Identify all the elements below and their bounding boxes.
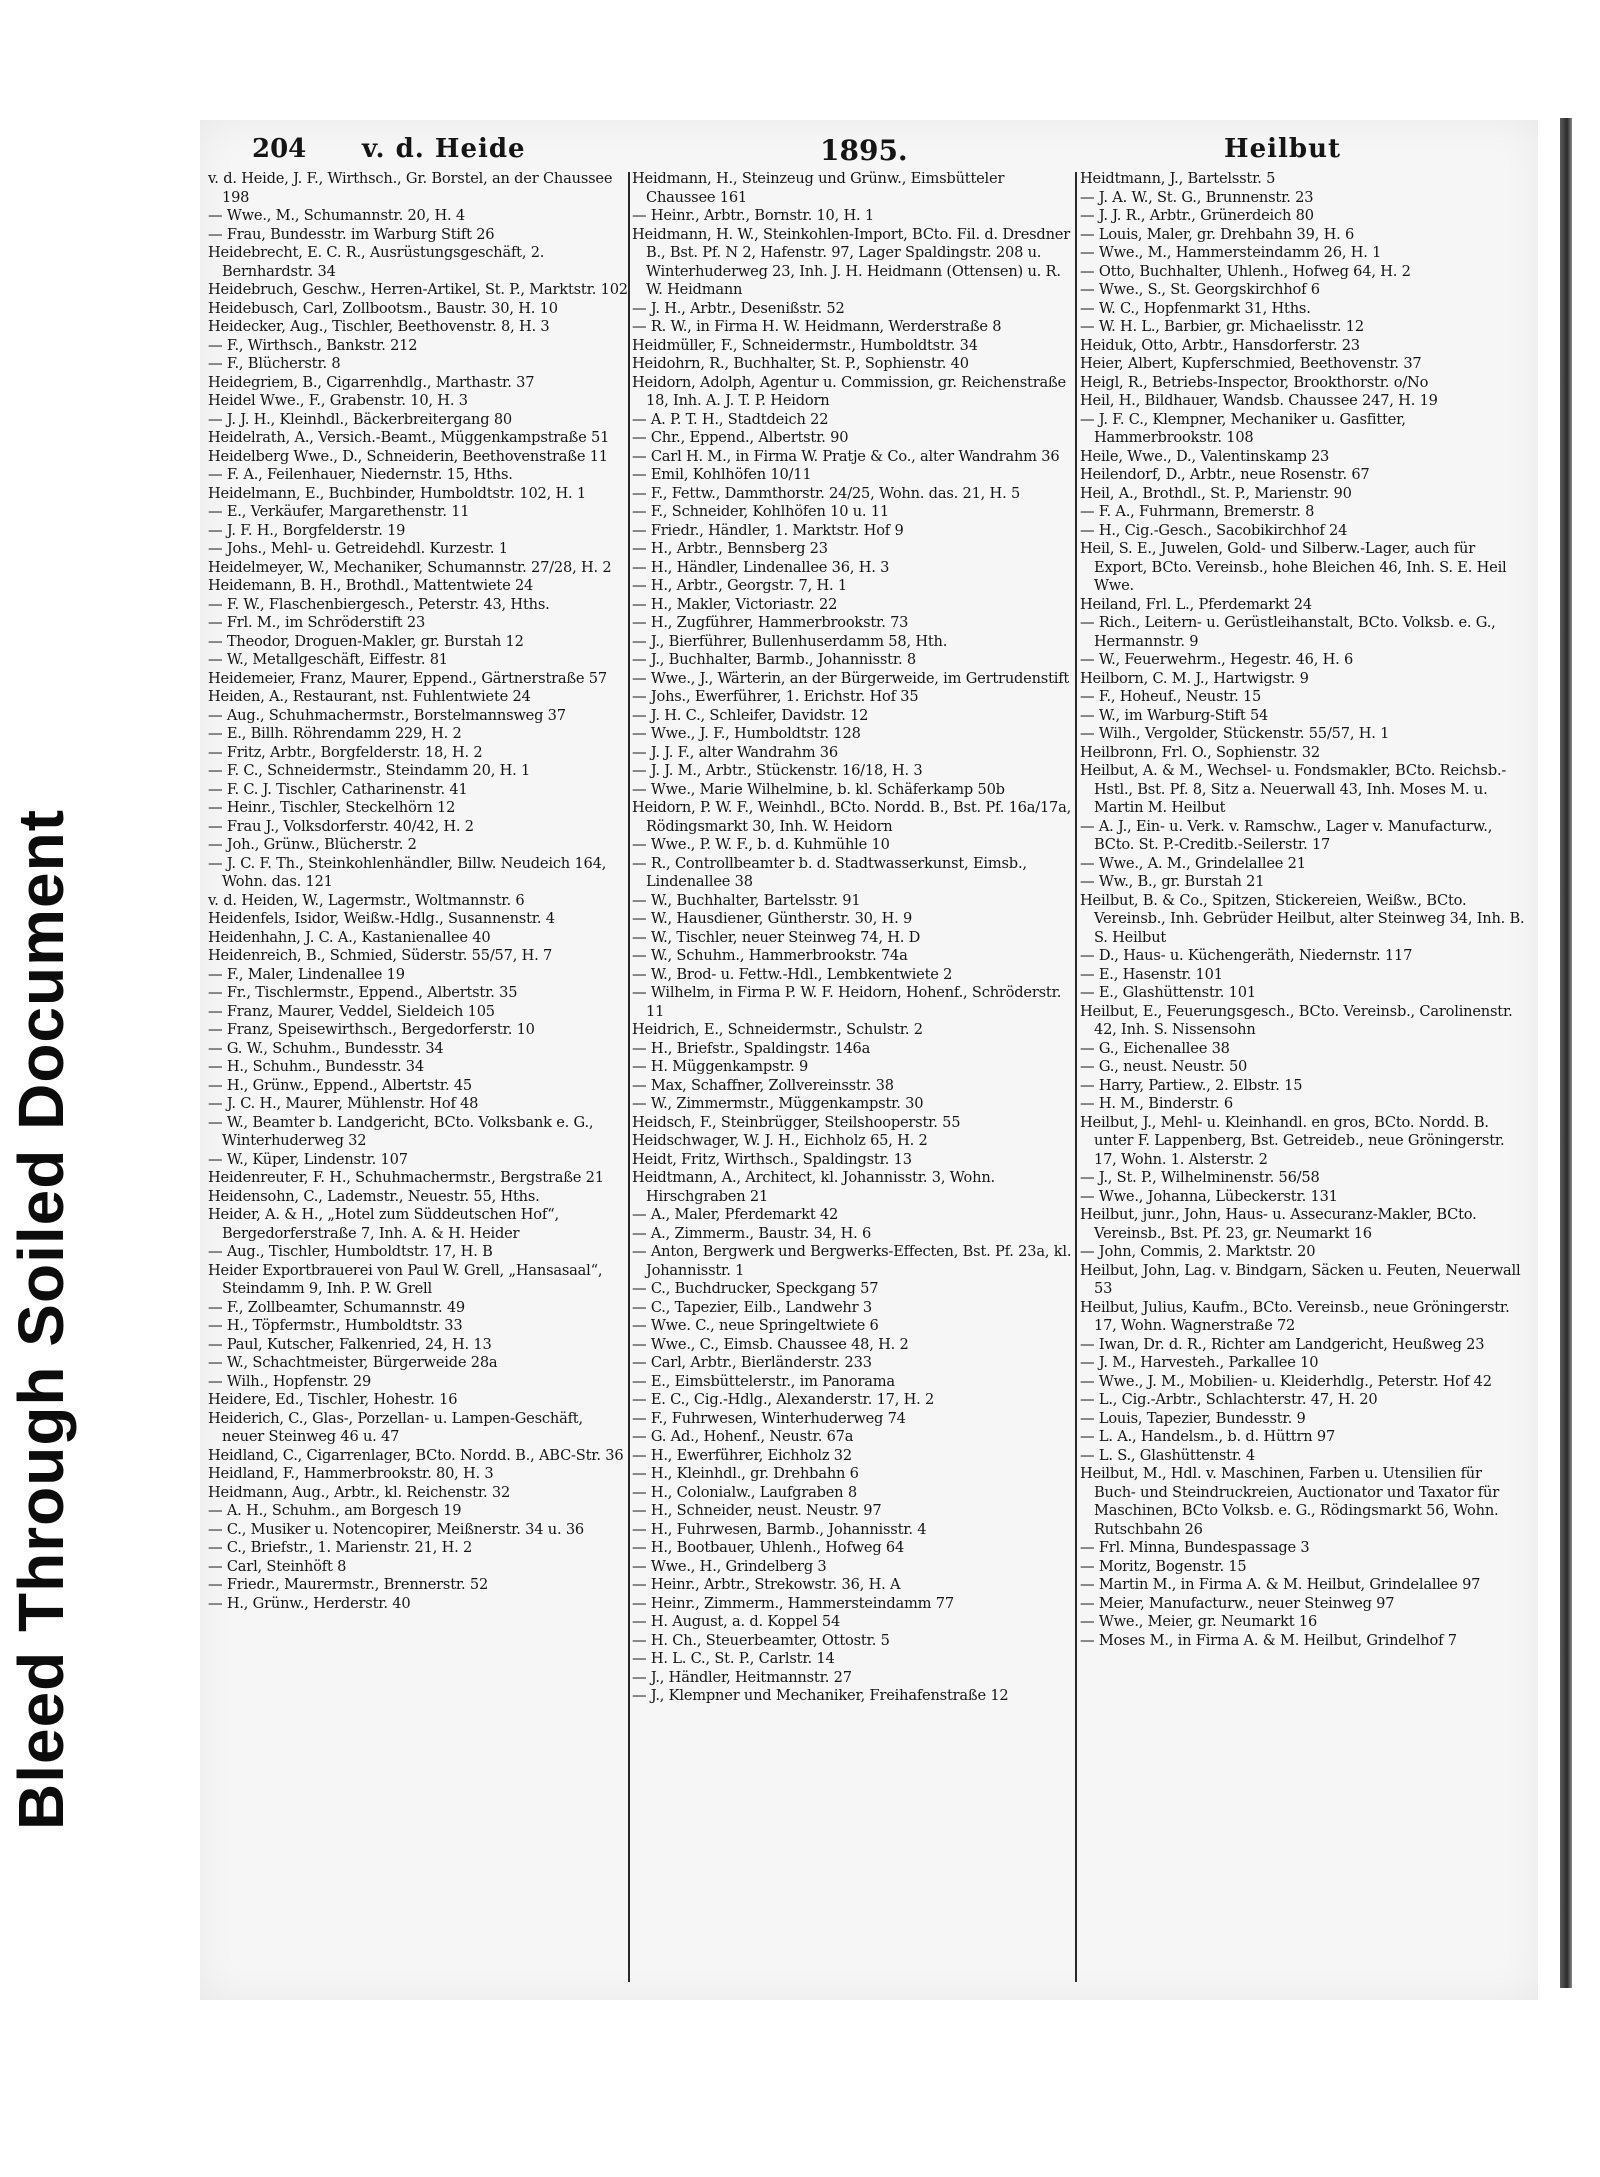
directory-entry: Heider Exportbrauerei von Paul W. Grell, „Hansasaal“, Steindamm 9, Inh. P. W. Grell (208, 1261, 603, 1297)
directory-entry: — Heinr., Zimmerm., Hammersteindamm 77 (632, 1594, 954, 1612)
directory-entry: — J. H., Arbtr., Desenißstr. 52 (632, 299, 845, 317)
directory-entry: — H., Makler, Victoriastr. 22 (632, 595, 838, 613)
directory-entry: — F., Blücherstr. 8 (208, 355, 341, 372)
directory-entry: — J. J. H., Kleinhdl., Bäckerbreitergang 80 (208, 410, 513, 428)
directory-entry: Heidland, F., Hammerbrookstr. 80, H. 3 (208, 1465, 494, 1482)
directory-entry: Heidtmann, J., Bartelsstr. 5 (1080, 170, 1276, 187)
directory-entry: — H., Schuhm., Bundesstr. 34 (208, 1058, 424, 1075)
directory-entry: — H. L. C., St. P., Carlstr. 14 (632, 1650, 835, 1667)
directory-entry: — A., Zimmerm., Baustr. 34, H. 6 (632, 1224, 872, 1242)
directory-entry: — J. J. R., Arbtr., Grünerdeich 80 (1080, 207, 1314, 224)
directory-entry: — H., Töpfermstr., Humboldtstr. 33 (208, 1317, 463, 1334)
directory-entry: — J. J. F., alter Wandrahm 36 (632, 743, 838, 761)
directory-entry: — Carl H. M., in Firma W. Pratje & Co., alter Wandrahm 36 (632, 447, 1060, 465)
directory-entry: — Wwe., J. F., Humboldtstr. 128 (632, 725, 861, 742)
directory-entry: — Wilh., Vergolder, Stückenstr. 55/57, H. 1 (1080, 725, 1390, 742)
directory-entry: Heidmann, H. W., Steinkohlen-Import, BCto. Fil. d. Dresdner B., Bst. Pf. N 2, Hafenstr. 97, Lager Spaldingstr. 208 u. Winterhuderweg 23, Inh. J. H. Heidmann (Ottensen) u. R. W. Heidmann (632, 225, 1070, 298)
directory-entry: — W., Zimmermstr., Müggenkampstr. 30 (632, 1095, 924, 1112)
directory-entry: — Iwan, Dr. d. R., Richter am Landgericht, Heußweg 23 (1080, 1335, 1485, 1353)
directory-entry: — H., Zugführer, Hammerbrookstr. 73 (632, 614, 909, 631)
directory-entry: — W., Buchhalter, Bartelsstr. 91 (632, 891, 861, 909)
directory-entry: — H., Fuhrwesen, Barmb., Johannisstr. 4 (632, 1520, 927, 1538)
directory-entry: — Aug., Tischler, Humboldtstr. 17, H. B (208, 1243, 493, 1260)
directory-entry: — L. A., Handelsm., b. d. Hüttrn 97 (1080, 1428, 1336, 1445)
directory-entry: — G. W., Schuhm., Bundesstr. 34 (208, 1039, 444, 1057)
directory-entry: — Friedr., Maurermstr., Brennerstr. 52 (208, 1576, 489, 1593)
directory-entry: — H. Müggenkampstr. 9 (632, 1058, 809, 1075)
directory-entry: Heidecker, Aug., Tischler, Beethovenstr. 8, H. 3 (208, 318, 550, 335)
directory-entry: — H., Kleinhdl., gr. Drehbahn 6 (632, 1465, 859, 1482)
directory-entry: — A., Maler, Pferdemarkt 42 (632, 1206, 839, 1223)
directory-entry: — R. W., in Firma H. W. Heidmann, Werderstraße 8 (632, 318, 1002, 335)
directory-entry: Heider, A. & H., „Hotel zum Süddeutschen Hof“, Bergedorferstraße 7, Inh. A. & H. Heider (208, 1206, 559, 1242)
directory-entry: Heidensohn, C., Lademstr., Neuestr. 55, Hths. (208, 1187, 540, 1205)
directory-entry: — E., Verkäufer, Margarethenstr. 11 (208, 503, 470, 520)
directory-entry: Heidebrecht, E. C. R., Ausrüstungsgeschäft, 2. Bernhardstr. 34 (208, 244, 545, 280)
directory-entry: — J. F. H., Borgfelderstr. 19 (208, 521, 406, 539)
directory-entry: Heidelmann, E., Buchbinder, Humboldtstr. 102, H. 1 (208, 484, 586, 502)
directory-entry: — J. C. F. Th., Steinkohlenhändler, Billw. Neudeich 164, Wohn. das. 121 (208, 854, 607, 890)
directory-entry: Heilborn, C. M. J., Hartwigstr. 9 (1080, 669, 1309, 687)
directory-entry: — C., Musiker u. Notencopirer, Meißnerstr. 34 u. 36 (208, 1520, 585, 1538)
directory-entry: — J., Buchhalter, Barmb., Johannisstr. 8 (632, 651, 916, 668)
directory-entry: — R., Controllbeamter b. d. Stadtwasserkunst, Eimsb., Lindenallee 38 (632, 854, 1027, 890)
directory-entry: Heidmann, H., Steinzeug und Grünw., Eimsbütteler Chaussee 161 (632, 170, 1005, 206)
column-divider (628, 172, 630, 1982)
directory-entry: Heidorn, P. W. F., Weinhdl., BCto. Nordd. B., Bst. Pf. 16a/17a, Rödingsmarkt 30, Inh. W. Heidorn (632, 799, 1072, 835)
next-page-edge (1560, 118, 1572, 1988)
watermark-text: Bleed Through Soiled Document (5, 808, 77, 1830)
directory-entry: Heidebusch, Carl, Zollbootsm., Baustr. 30, H. 10 (208, 299, 558, 317)
directory-entry: — A. H., Schuhm., am Borgesch 19 (208, 1502, 462, 1519)
directory-entry: Heidrich, E., Schneidermstr., Schulstr. 2 (632, 1021, 923, 1038)
directory-entry: — Anton, Bergwerk und Bergwerks-Effecten, Bst. Pf. 23a, kl. Johannisstr. 1 (632, 1243, 1072, 1279)
page-header (250, 128, 1345, 174)
directory-entry: — A. J., Ein- u. Verk. v. Ramschw., Lager v. Manufacturw., BCto. St. P.-Creditb.-Seilerstr. 17 (1080, 817, 1493, 853)
directory-entry: — Wilh., Hopfenstr. 29 (208, 1372, 372, 1390)
directory-entry: — W., Schachtmeister, Bürgerweide 28a (208, 1354, 498, 1371)
directory-entry: — Carl, Arbtr., Bierländerstr. 233 (632, 1354, 872, 1371)
directory-entry: Heil, A., Brothdl., St. P., Marienstr. 90 (1080, 484, 1352, 502)
page-number: 204 (252, 134, 307, 164)
directory-entry: — F. A., Fuhrmann, Bremerstr. 8 (1080, 503, 1315, 520)
left-running-head: v. d. Heide (362, 134, 526, 164)
directory-entry: Heiderich, C., Glas-, Porzellan- u. Lampen-Geschäft, neuer Steinweg 46 u. 47 (208, 1409, 583, 1445)
directory-entry: — F. C., Schneidermstr., Steindamm 20, H. 1 (208, 762, 531, 779)
directory-entry: Heidorn, Adolph, Agentur u. Commission, gr. Reichenstraße 18, Inh. A. J. T. P. Heidorn (632, 373, 1066, 409)
directory-entry: Heilbut, John, Lag. v. Bindgarn, Säcken u. Feuten, Neuerwall 53 (1080, 1261, 1521, 1297)
year-heading: 1895. (820, 134, 908, 167)
directory-entry: Heilbut, B. & Co., Spitzen, Stickereien, Weißw., BCto. Vereinsb., Inh. Gebrüder Heilbut, alter Steinweg 34, Inh. B. S. Heilbut (1080, 891, 1525, 946)
directory-entry: — F., Hoheuf., Neustr. 15 (1080, 688, 1262, 705)
directory-entry: — Chr., Eppend., Albertstr. 90 (632, 429, 849, 446)
directory-entry: — W., im Warburg-Stift 54 (1080, 706, 1269, 724)
directory-entry: Heilbut, A. & M., Wechsel- u. Fondsmakler, BCto. Reichsb.-Hstl., Bst. Pf. 8, Sitz a. Neuerwall 43, Inh. Moses M. u. Martin M. Heilbut (1080, 762, 1507, 816)
directory-entry: Heilbut, M., Hdl. v. Maschinen, Farben u. Utensilien für Buch- und Steindruckreien, Auctionator und Taxator für Maschinen, BCto Volksb. e. G., Rödingsmarkt 56, Wohn. Rutschbahn 26 (1080, 1465, 1499, 1538)
directory-entry: — Wwe., J. M., Mobilien- u. Kleiderhdlg., Peterstr. Hof 42 (1080, 1372, 1492, 1390)
directory-entry: — Wwe., P. W. F., b. d. Kuhmühle 10 (632, 836, 890, 853)
directory-entry: — E., Hasenstr. 101 (1080, 965, 1223, 983)
directory-entry: Heidt, Fritz, Wirthsch., Spaldingstr. 13 (632, 1150, 912, 1168)
directory-entry: — H., Colonialw., Laufgraben 8 (632, 1483, 857, 1501)
directory-entry: — W., Beamter b. Landgericht, BCto. Volksbank e. G., Winterhuderweg 32 (208, 1113, 594, 1149)
directory-entry: — G. Ad., Hohenf., Neustr. 67a (632, 1428, 854, 1445)
directory-entry: — Wwe., J., Wärterin, an der Bürgerweide, im Gertrudenstift (632, 669, 1070, 687)
directory-entry: — L., Cig.-Arbtr., Schlachterstr. 47, H. 20 (1080, 1391, 1378, 1408)
directory-entry: — E., Eimsbüttelerstr., im Panorama (632, 1372, 895, 1390)
directory-entry: — W., Metallgeschäft, Eiffestr. 81 (208, 651, 448, 668)
directory-entry: — F. A., Feilenhauer, Niedernstr. 15, Hths. (208, 466, 513, 483)
directory-entry: — J. M., Harvesteh., Parkallee 10 (1080, 1354, 1319, 1371)
directory-entry: Heidmüller, F., Schneidermstr., Humboldtstr. 34 (632, 336, 978, 354)
directory-entry: — John, Commis, 2. Marktstr. 20 (1080, 1243, 1316, 1260)
directory-entry: v. d. Heiden, W., Lagermstr., Woltmannstr. 6 (208, 891, 525, 909)
directory-entry: Heiden, A., Restaurant, nst. Fuhlentwiete 24 (208, 688, 531, 705)
directory-entry: — H., Briefstr., Spaldingstr. 146a (632, 1039, 871, 1057)
directory-entry: — F., Wirthsch., Bankstr. 212 (208, 336, 418, 354)
directory-entry: — Wwe., Marie Wilhelmine, b. kl. Schäferkamp 50b (632, 780, 1005, 798)
directory-entry: — E. C., Cig.-Hdlg., Alexanderstr. 17, H. 2 (632, 1391, 935, 1408)
directory-entry: — F. C. J. Tischler, Catharinenstr. 41 (208, 780, 468, 798)
directory-entry: — Max, Schaffner, Zollvereinsstr. 38 (632, 1076, 894, 1094)
directory-entry: — Frau, Bundesstr. im Warburg Stift 26 (208, 225, 495, 243)
directory-entry: — Otto, Buchhalter, Uhlenh., Hofweg 64, H. 2 (1080, 262, 1411, 280)
directory-entry: — Louis, Maler, gr. Drehbahn 39, H. 6 (1080, 225, 1355, 243)
directory-entry: — H. M., Binderstr. 6 (1080, 1095, 1233, 1112)
directory-entry: Heidenreich, B., Schmied, Süderstr. 55/57, H. 7 (208, 947, 553, 964)
directory-entry: Heidmann, Aug., Arbtr., kl. Reichenstr. 32 (208, 1483, 511, 1501)
directory-entry: — W., Brod- u. Fettw.-Hdl., Lembkentwiete 2 (632, 965, 953, 983)
directory-entry: Heidsch, F., Steinbrügger, Steilshooperstr. 55 (632, 1113, 961, 1131)
column-divider (1075, 172, 1077, 1982)
directory-entry: Heidtmann, A., Architect, kl. Johannisstr. 3, Wohn. Hirschgraben 21 (632, 1169, 995, 1205)
directory-entry: Heidland, C., Cigarrenlager, BCto. Nordd. B., ABC-Str. 36 (208, 1446, 624, 1464)
directory-entry: Heigl, R., Betriebs-Inspector, Brookthorstr. o/No (1080, 373, 1429, 391)
directory-entry: — F., Fettw., Dammthorstr. 24/25, Wohn. das. 21, H. 5 (632, 484, 1021, 502)
directory-entry: — H. Ch., Steuerbeamter, Ottostr. 5 (632, 1631, 890, 1649)
directory-entry: — E., Billh. Röhrendamm 229, H. 2 (208, 725, 462, 742)
directory-entry: — Harry, Partiew., 2. Elbstr. 15 (1080, 1076, 1303, 1094)
directory-entry: — J. A. W., St. G., Brunnenstr. 23 (1080, 188, 1314, 206)
directory-entry: — Fr., Tischlermstr., Eppend., Albertstr. 35 (208, 984, 518, 1001)
directory-entry: — W., Tischler, neuer Steinweg 74, H. D (632, 928, 921, 946)
directory-entry: — Heinr., Tischler, Steckelhörn 12 (208, 799, 456, 816)
directory-entry: Heilbut, E., Feuerungsgesch., BCto. Vereinsb., Carolinenstr. 42, Inh. S. Nissensohn (1080, 1002, 1513, 1038)
directory-entry: — F. W., Flaschenbiergesch., Peterstr. 43, Hths. (208, 595, 550, 613)
directory-entry: Heidemeier, Franz, Maurer, Eppend., Gärtnerstraße 57 (208, 669, 607, 687)
directory-entry: — Wwe., A. M., Grindelallee 21 (1080, 854, 1306, 872)
directory-entry: — W., Küper, Lindenstr. 107 (208, 1150, 408, 1168)
directory-entry: — J. J. M., Arbtr., Stückenstr. 16/18, H. 3 (632, 762, 923, 779)
directory-entry: — F., Schneider, Kohlhöfen 10 u. 11 (632, 503, 889, 520)
directory-entry: Heidelrath, A., Versich.-Beamt., Müggenkampstraße 51 (208, 429, 610, 446)
directory-entry: Heidelberg Wwe., D., Schneiderin, Beethovenstraße 11 (208, 447, 608, 465)
directory-entry: — Wwe., S., St. Georgskirchhof 6 (1080, 281, 1320, 298)
directory-entry: Heilbut, junr., John, Haus- u. Assecuranz-Makler, BCto. Vereinsb., Bst. Pf. 23, gr. Neumarkt 16 (1080, 1206, 1477, 1242)
directory-entry: — H., Grünw., Herderstr. 40 (208, 1594, 411, 1612)
right-running-head: Heilbut (1224, 134, 1341, 164)
directory-entry: — J. C. H., Maurer, Mühlenstr. Hof 48 (208, 1095, 479, 1112)
directory-entry: — Emil, Kohlhöfen 10/11 (632, 466, 812, 483)
directory-entry: — J. H. C., Schleifer, Davidstr. 12 (632, 706, 869, 724)
directory-entry: — D., Haus- u. Küchengeräth, Niedernstr. 117 (1080, 947, 1413, 964)
directory-entry: — W., Hausdiener, Güntherstr. 30, H. 9 (632, 910, 913, 927)
directory-entry: — Wwe. C., neue Springeltwiete 6 (632, 1317, 879, 1334)
directory-entry: Heilbut, J., Mehl- u. Kleinhandl. en gros, BCto. Nordd. B. unter F. Lappenberg, Bst. Getreideb., neue Gröningerstr. 17, Wohn. 1. Alsterstr. 2 (1080, 1113, 1505, 1168)
directory-entry: — H., Schneider, neust. Neustr. 97 (632, 1502, 882, 1519)
directory-entry: Heidel Wwe., F., Grabenstr. 10, H. 3 (208, 392, 468, 409)
directory-entry: — H. August, a. d. Koppel 54 (632, 1613, 841, 1630)
directory-entry: — G., Eichenallee 38 (1080, 1039, 1230, 1057)
directory-entry: — Wwe., C., Eimsb. Chaussee 48, H. 2 (632, 1335, 909, 1353)
directory-entry: — Wwe., Johanna, Lübeckerstr. 131 (1080, 1187, 1338, 1205)
directory-column-2 (632, 170, 1072, 1985)
directory-entry: — H., Arbtr., Georgstr. 7, H. 1 (632, 577, 847, 594)
directory-entry: — Moses M., in Firma A. & M. Heilbut, Grindelhof 7 (1080, 1631, 1457, 1649)
directory-entry: — W., Feuerwehrm., Hegestr. 46, H. 6 (1080, 651, 1354, 668)
directory-entry: — Wwe., H., Grindelberg 3 (632, 1557, 827, 1575)
directory-entry: Heidere, Ed., Tischler, Hohestr. 16 (208, 1391, 458, 1408)
directory-entry: Heilbut, Julius, Kaufm., BCto. Vereinsb., neue Gröningerstr. 17, Wohn. Wagnerstraße 72 (1080, 1298, 1510, 1334)
directory-column-1 (208, 170, 628, 1985)
directory-entry: — F., Maler, Lindenallee 19 (208, 965, 405, 983)
directory-entry: — Aug., Schuhmachermstr., Borstelmannsweg 37 (208, 706, 566, 724)
directory-entry: — Joh., Grünw., Blücherstr. 2 (208, 836, 417, 853)
directory-entry: Heier, Albert, Kupferschmied, Beethovenstr. 37 (1080, 355, 1422, 372)
directory-entry: Heilendorf, D., Arbtr., neue Rosenstr. 67 (1080, 466, 1370, 483)
directory-entry: — E., Glashüttenstr. 101 (1080, 984, 1256, 1001)
directory-entry: — Wwe., Meier, gr. Neumarkt 16 (1080, 1613, 1318, 1630)
directory-entry: — H., Bootbauer, Uhlenh., Hofweg 64 (632, 1539, 905, 1556)
directory-entry: — C., Buchdrucker, Speckgang 57 (632, 1280, 879, 1297)
directory-entry: — L. S., Glashüttenstr. 4 (1080, 1446, 1255, 1464)
directory-entry: — C., Briefstr., 1. Marienstr. 21, H. 2 (208, 1539, 473, 1556)
directory-entry: Heiduk, Otto, Arbtr., Hansdorferstr. 23 (1080, 336, 1360, 354)
directory-entry: Heidemann, B. H., Brothdl., Mattentwiete 24 (208, 577, 534, 594)
directory-entry: — F., Zollbeamter, Schumannstr. 49 (208, 1298, 466, 1316)
directory-entry: — H., Arbtr., Bennsberg 23 (632, 540, 828, 557)
directory-entry: Heidenfels, Isidor, Weißw.-Hdlg., Susannenstr. 4 (208, 910, 555, 927)
directory-entry: — F., Fuhrwesen, Winterhuderweg 74 (632, 1409, 906, 1427)
directory-entry: — Wilhelm, in Firma P. W. F. Heidorn, Hohenf., Schröderstr. 11 (632, 984, 1062, 1020)
directory-entry: — Friedr., Händler, 1. Marktstr. Hof 9 (632, 521, 904, 539)
directory-entry: — J., Händler, Heitmannstr. 27 (632, 1668, 852, 1686)
directory-entry: Heidegriem, B., Cigarrenhdlg., Marthastr. 37 (208, 373, 535, 391)
directory-entry: — Meier, Manufacturw., neuer Steinweg 97 (1080, 1594, 1395, 1612)
directory-entry: — Carl, Steinhöft 8 (208, 1557, 347, 1575)
directory-entry: Heilbronn, Frl. O., Sophienstr. 32 (1080, 743, 1320, 761)
directory-entry: — G., neust. Neustr. 50 (1080, 1058, 1248, 1075)
bleed-through-watermark (0, 700, 120, 1830)
directory-entry: Heil, S. E., Juwelen, Gold- und Silberw.-Lager, auch für Export, BCto. Vereinsb., hohe Bleichen 46, Inh. S. E. Heil Wwe. (1080, 540, 1507, 594)
directory-entry: Heil, H., Bildhauer, Wandsb. Chaussee 247, H. 19 (1080, 392, 1438, 409)
directory-entry: Heidschwager, W. J. H., Eichholz 65, H. 2 (632, 1132, 928, 1149)
directory-entry: — A. P. T. H., Stadtdeich 22 (632, 410, 829, 428)
directory-entry: — Wwe., M., Schumannstr. 20, H. 4 (208, 207, 465, 224)
directory-entry: — Theodor, Droguen-Makler, gr. Burstah 12 (208, 632, 524, 650)
directory-entry: — H., Händler, Lindenallee 36, H. 3 (632, 558, 890, 576)
directory-entry: — Paul, Kutscher, Falkenried, 24, H. 13 (208, 1335, 492, 1353)
directory-entry: Heidenreuter, F. H., Schuhmachermstr., Bergstraße 21 (208, 1169, 604, 1186)
directory-entry: — Louis, Tapezier, Bundesstr. 9 (1080, 1409, 1306, 1427)
directory-entry: — Wwe., M., Hammersteindamm 26, H. 1 (1080, 244, 1382, 261)
directory-entry: — W., Schuhm., Hammerbrookstr. 74a (632, 947, 908, 964)
directory-entry: — J., St. P., Wilhelminenstr. 56/58 (1080, 1169, 1320, 1186)
directory-entry: Heidelmeyer, W., Mechaniker, Schumannstr. 27/28, H. 2 (208, 558, 612, 576)
directory-entry: — J., Klempner und Mechaniker, Freihafenstraße 12 (632, 1687, 1009, 1704)
directory-entry: Heidenhahn, J. C. A., Kastanienallee 40 (208, 928, 491, 946)
directory-entry: — Ww., B., gr. Burstah 21 (1080, 873, 1265, 890)
directory-entry: — Rich., Leitern- u. Gerüstleihanstalt, BCto. Volksb. e. G., Hermannstr. 9 (1080, 614, 1496, 650)
directory-entry: — Frl. Minna, Bundespassage 3 (1080, 1539, 1310, 1556)
directory-entry: Heidohrn, R., Buchhalter, St. P., Sophienstr. 40 (632, 355, 969, 372)
directory-entry: — Heinr., Arbtr., Strekowstr. 36, H. A (632, 1576, 901, 1593)
directory-entry: — H., Cig.-Gesch., Sacobikirchhof 24 (1080, 521, 1348, 539)
directory-entry: — C., Tapezier, Eilb., Landwehr 3 (632, 1298, 872, 1316)
directory-entry: — H., Grünw., Eppend., Albertstr. 45 (208, 1076, 473, 1094)
directory-column-3 (1080, 170, 1525, 1985)
directory-entry: — Heinr., Arbtr., Bornstr. 10, H. 1 (632, 207, 874, 224)
directory-entry: — Moritz, Bogenstr. 15 (1080, 1557, 1247, 1575)
directory-entry: — W. H. L., Barbier, gr. Michaelisstr. 12 (1080, 318, 1364, 335)
directory-entry: — Frau J., Volksdorferstr. 40/42, H. 2 (208, 817, 474, 835)
directory-entry: — J., Bierführer, Bullenhuserdamm 58, Hth. (632, 632, 948, 650)
directory-entry: — Frl. M., im Schröderstift 23 (208, 614, 426, 631)
directory-entry: — Fritz, Arbtr., Borgfelderstr. 18, H. 2 (208, 743, 483, 761)
directory-entry: — Martin M., in Firma A. & M. Heilbut, Grindelallee 97 (1080, 1576, 1481, 1593)
directory-entry: — J. F. C., Klempner, Mechaniker u. Gasfitter, Hammerbrookstr. 108 (1080, 410, 1406, 446)
directory-entry: — W. C., Hopfenmarkt 31, Hths. (1080, 299, 1311, 317)
directory-entry: Heile, Wwe., D., Valentinskamp 23 (1080, 447, 1330, 465)
directory-entry: — Johs., Ewerführer, 1. Erichstr. Hof 35 (632, 688, 919, 705)
directory-entry: — Johs., Mehl- u. Getreidehdl. Kurzestr. 1 (208, 540, 508, 557)
directory-entry: Heiland, Frl. L., Pferdemarkt 24 (1080, 595, 1312, 613)
directory-entry: — Franz, Maurer, Veddel, Sieldeich 105 (208, 1002, 495, 1020)
directory-entry: Heidebruch, Geschw., Herren-Artikel, St. P., Marktstr. 102 (208, 281, 628, 298)
directory-entry: — Franz, Speisewirthsch., Bergedorferstr. 10 (208, 1021, 535, 1038)
directory-entry: — H., Ewerführer, Eichholz 32 (632, 1446, 852, 1464)
directory-entry: v. d. Heide, J. F., Wirthsch., Gr. Borstel, an der Chaussee 198 (208, 170, 613, 206)
